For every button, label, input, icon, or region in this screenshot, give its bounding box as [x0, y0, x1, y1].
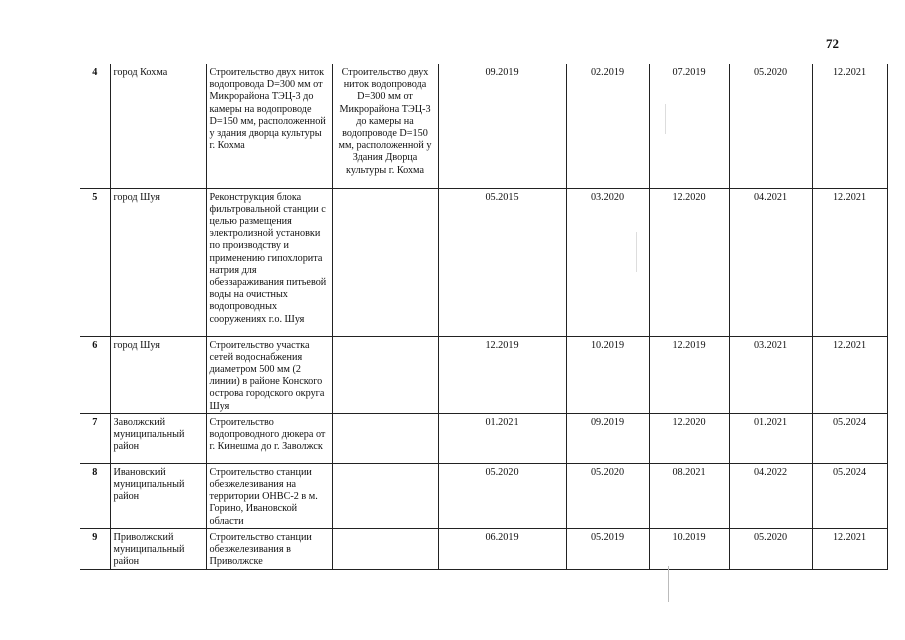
table-row — [80, 188, 887, 336]
date-cell: 10.2019 — [566, 336, 649, 413]
description-cell: Реконструкция блока фильтровальной станции с целью размещения электролизной установки по производству и применению гипохлорита натрия для обеззараживания питьевой воды на очистных водопроводных сооружениях г.о. Шуя — [206, 188, 332, 336]
row-number: 7 — [80, 413, 110, 463]
date-cell: 12.2019 — [649, 336, 729, 413]
description-secondary-cell — [332, 413, 438, 463]
row-number: 4 — [80, 64, 110, 188]
date-cell: 02.2019 — [566, 64, 649, 188]
municipality-cell: город Кохма — [110, 64, 206, 188]
page-number: 72 — [826, 36, 839, 51]
date-cell: 05.2015 — [438, 188, 566, 336]
description-secondary-cell — [332, 336, 438, 413]
date-cell: 05.2020 — [566, 463, 649, 528]
date-cell: 09.2019 — [566, 413, 649, 463]
object-schedule-table — [80, 64, 888, 570]
description-cell: Строительство водопроводного дюкера от г. Кинешма до г. Заволжск — [206, 413, 332, 463]
description-cell: Строительство двух ниток водопровода D=300 мм от Микрорайона ТЭЦ-3 до камеры на водопроводе D=150 мм, расположенной у здания дворца культуры г. Кохма — [206, 64, 332, 188]
scan-artifact — [668, 566, 669, 602]
date-cell: 05.2020 — [729, 64, 812, 188]
date-cell: 04.2022 — [729, 463, 812, 528]
date-cell: 01.2021 — [729, 413, 812, 463]
row-number: 6 — [80, 336, 110, 413]
municipality-cell: Приволжский муниципальный район — [110, 528, 206, 569]
date-cell: 03.2020 — [566, 188, 649, 336]
description-secondary-cell: Строительство двух ниток водопровода D=300 мм от Микрорайона ТЭЦ-3 до камеры на водопроводе D=150 мм, расположенной у Здания Дворца культуры г. Кохма — [332, 64, 438, 188]
date-cell: 12.2021 — [812, 188, 887, 336]
scan-artifact — [636, 232, 637, 272]
table-row — [80, 336, 887, 413]
date-cell: 12.2021 — [812, 528, 887, 569]
table-row — [80, 413, 887, 463]
date-cell: 12.2021 — [812, 64, 887, 188]
date-cell: 01.2021 — [438, 413, 566, 463]
description-secondary-cell — [332, 463, 438, 528]
date-cell: 07.2019 — [649, 64, 729, 188]
row-number: 5 — [80, 188, 110, 336]
municipality-cell: город Шуя — [110, 188, 206, 336]
description-secondary-cell — [332, 528, 438, 569]
date-cell: 12.2020 — [649, 188, 729, 336]
date-cell: 12.2019 — [438, 336, 566, 413]
table-row — [80, 528, 887, 569]
description-cell: Строительство участка сетей водоснабжения диаметром 500 мм (2 линии) в районе Конского острова городского округа Шуя — [206, 336, 332, 413]
date-cell: 08.2021 — [649, 463, 729, 528]
municipality-cell: Ивановский муниципальный район — [110, 463, 206, 528]
date-cell: 05.2019 — [566, 528, 649, 569]
table-row — [80, 64, 887, 188]
table-row — [80, 463, 887, 528]
date-cell: 05.2024 — [812, 413, 887, 463]
date-cell: 05.2020 — [438, 463, 566, 528]
date-cell: 04.2021 — [729, 188, 812, 336]
date-cell: 09.2019 — [438, 64, 566, 188]
scan-artifact — [665, 104, 666, 134]
date-cell: 10.2019 — [649, 528, 729, 569]
date-cell: 03.2021 — [729, 336, 812, 413]
date-cell: 06.2019 — [438, 528, 566, 569]
description-cell: Строительство станции обезжелезивания на территории ОНВС-2 в м. Горино, Ивановской области — [206, 463, 332, 528]
description-secondary-cell — [332, 188, 438, 336]
date-cell: 05.2020 — [729, 528, 812, 569]
date-cell: 05.2024 — [812, 463, 887, 528]
description-cell: Строительство станции обезжелезивания в Приволжске — [206, 528, 332, 569]
date-cell: 12.2020 — [649, 413, 729, 463]
municipality-cell: город Шуя — [110, 336, 206, 413]
row-number: 9 — [80, 528, 110, 569]
row-number: 8 — [80, 463, 110, 528]
municipality-cell: Заволжский муниципальный район — [110, 413, 206, 463]
date-cell: 12.2021 — [812, 336, 887, 413]
